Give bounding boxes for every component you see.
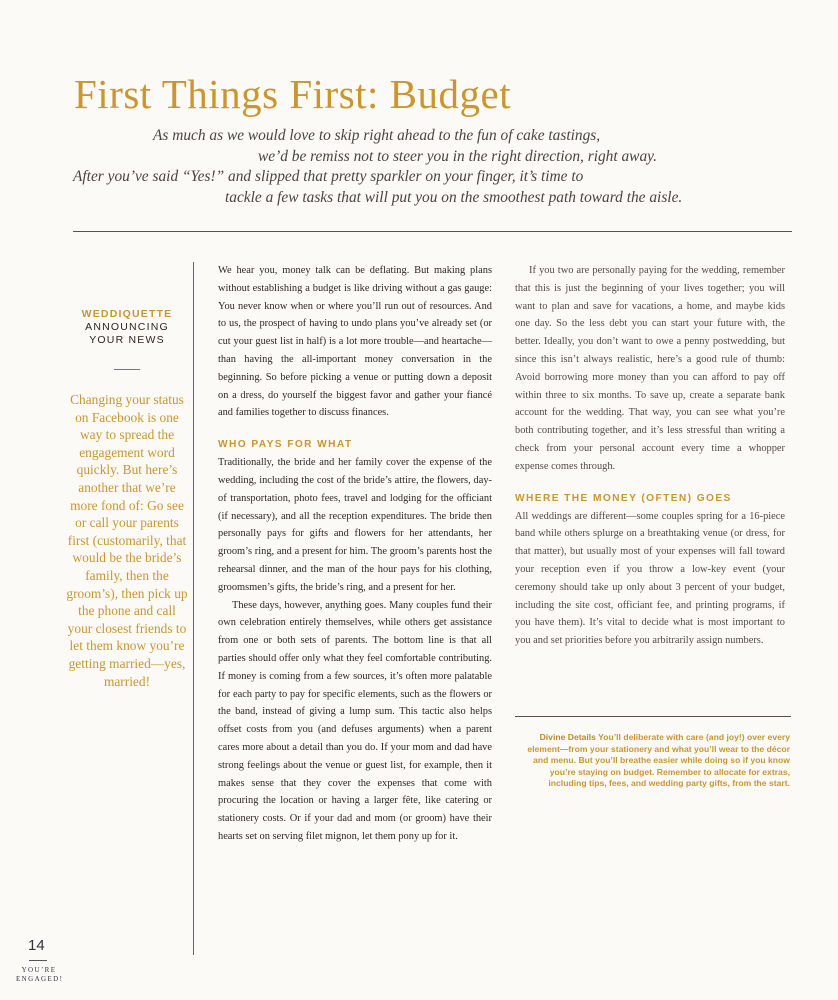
sidebar-subhead-2: YOUR NEWS: [89, 334, 165, 346]
sidebar-subhead-1: ANNOUNCING: [85, 321, 169, 333]
body-paragraph: All weddings are different—some couples spring for a 16-piece band while others splurge on a breathtaking venue (or dress, for that matter), but usually most of your expenses will fall toward your reception even if you throw a low-key event (your ceremony should take up only about 3 percent of your budget, including the site cost, officiant fee, and printing programs, if you have them). It’s vital to decide what is most important to you and set priorities before you arbitrarily assign numbers.: [515, 510, 785, 647]
body-paragraph: If you two are personally paying for the wedding, remember that this is just the beginning of your lives together; you will want to plan and save for vacations, a home, and maybe kids one day. So the less debt you can start your future with, the better. Ideally, you don’t want to owe a penny postwedding, but since this isn’t always realistic, here’s a good rule of thumb: Avoid borrowing more money than you can afford to pay off within three to six months. To save up, create a separate bank account for the wedding. That way, you can see what you’re both contributing together, and it’s less stressful than writing a check from your personal account every time a whopper expense comes through.: [515, 265, 785, 472]
column-divider: [193, 262, 194, 955]
intro-line-1: As much as we would love to skip right ahead to the fun of cake tastings,: [153, 127, 601, 144]
body-paragraph: These days, however, anything goes. Many couples fund their own celebration entirely themselves, while others get assistance from one or both sets of parents. The bottom line is that all parties should offer only what they feel comfortable contributing. If money is coming from a few sources, it’s often more palatable for each party to pay for specific elements, such as the flowers or the band, instead of giving a lump sum. This tactic also helps offset costs from you (and defuses arguments) when a parent cares more about a detail than you do. If your mom and dad have strong feelings about the venue or guest list, for example, then it makes sense that they cover the expenses that come with procuring the location or having a larger fête, like catering or stationery costs. Or if your dad and mom (or groom) have their hearts set on serving filet mignon, let them pony up for it.: [218, 599, 492, 842]
header-divider: [73, 231, 792, 232]
sidebar-divider: [114, 369, 140, 370]
section-heading-money-goes: WHERE THE MONEY (OFTEN) GOES: [515, 492, 732, 504]
folio-logo: [16, 966, 62, 984]
body-paragraph: We hear you, money talk can be deflating. But making plans without establishing a budget is like driving without a gas gauge: You never know when or where you’ll run out of resources. And to us, the prospect of having to undo plans you’ve already set (or cut your guest list in half) is a lot more trouble—and heartache—than having the all-important money conversation in the beginning. So before picking a venue or putting down a deposit on a dress, do yourself the biggest favor and gather your fiancé and families together to discuss finances.: [218, 265, 492, 419]
intro-deck: [60, 126, 792, 208]
body-paragraph: Traditionally, the bride and her family cover the expense of the wedding, including the cost of the bride’s attire, the flowers, day-of transportation, photo fees, travel and lodging for the officiant (if necessary), and all the reception expenditures. The bride then personally pays for gifts and flowers for her attendants, her groom’s ring, and a present for him. The groom’s parents host the rehearsal dinner, and the man of the hour pays for his clothing, groomsmen’s gifts, the bride’s ring, and a present for her.: [218, 457, 492, 593]
article-column-1: [218, 262, 492, 846]
intro-line-2: we’d be remiss not to steer you in the right direction, right away.: [258, 147, 657, 165]
intro-line-4: tackle a few tasks that will put you on the smoothest path toward the aisle.: [225, 188, 683, 206]
tip-text: You’ll deliberate with care (and joy!) over every element—from your stationery and what you’ll wear to the décor and menu. But you’ll breathe easier while doing so if you know you’re staying on budget. Remember to allocate for extras, including tips, fees, and wedding party gifts, from the start.: [527, 732, 790, 789]
page-title: First Things First: Budget: [74, 71, 512, 117]
sidebar-body: Changing your status on Facebook is one way to spread the engagement word quickly. But here’s another that we’re more fond of: Go see or call your parents first (customarily, that would be the bride’s family, then the groom’s), then pick up the phone and call your closest friends to let them know you’re getting married—yes, married!: [66, 392, 188, 689]
intro-line-3: After you’ve said “Yes!” and slipped that pretty sparkler on your finger, it’s time to: [73, 168, 584, 185]
page-number-rule: [29, 960, 47, 961]
divine-details-tip: [522, 732, 790, 790]
tip-label: Divine Details: [539, 732, 596, 742]
section-heading-who-pays: WHO PAYS FOR WHAT: [218, 439, 353, 451]
article-column-2: [515, 262, 785, 650]
weddiquette-sidebar: [65, 308, 189, 690]
tip-divider: [515, 716, 791, 717]
sidebar-kicker: WEDDIQUETTE: [81, 308, 173, 320]
page-number: 14: [28, 937, 45, 954]
folio-line-2: ENGAGED!: [16, 975, 64, 983]
folio-line-1: YOU’RE: [21, 966, 57, 974]
